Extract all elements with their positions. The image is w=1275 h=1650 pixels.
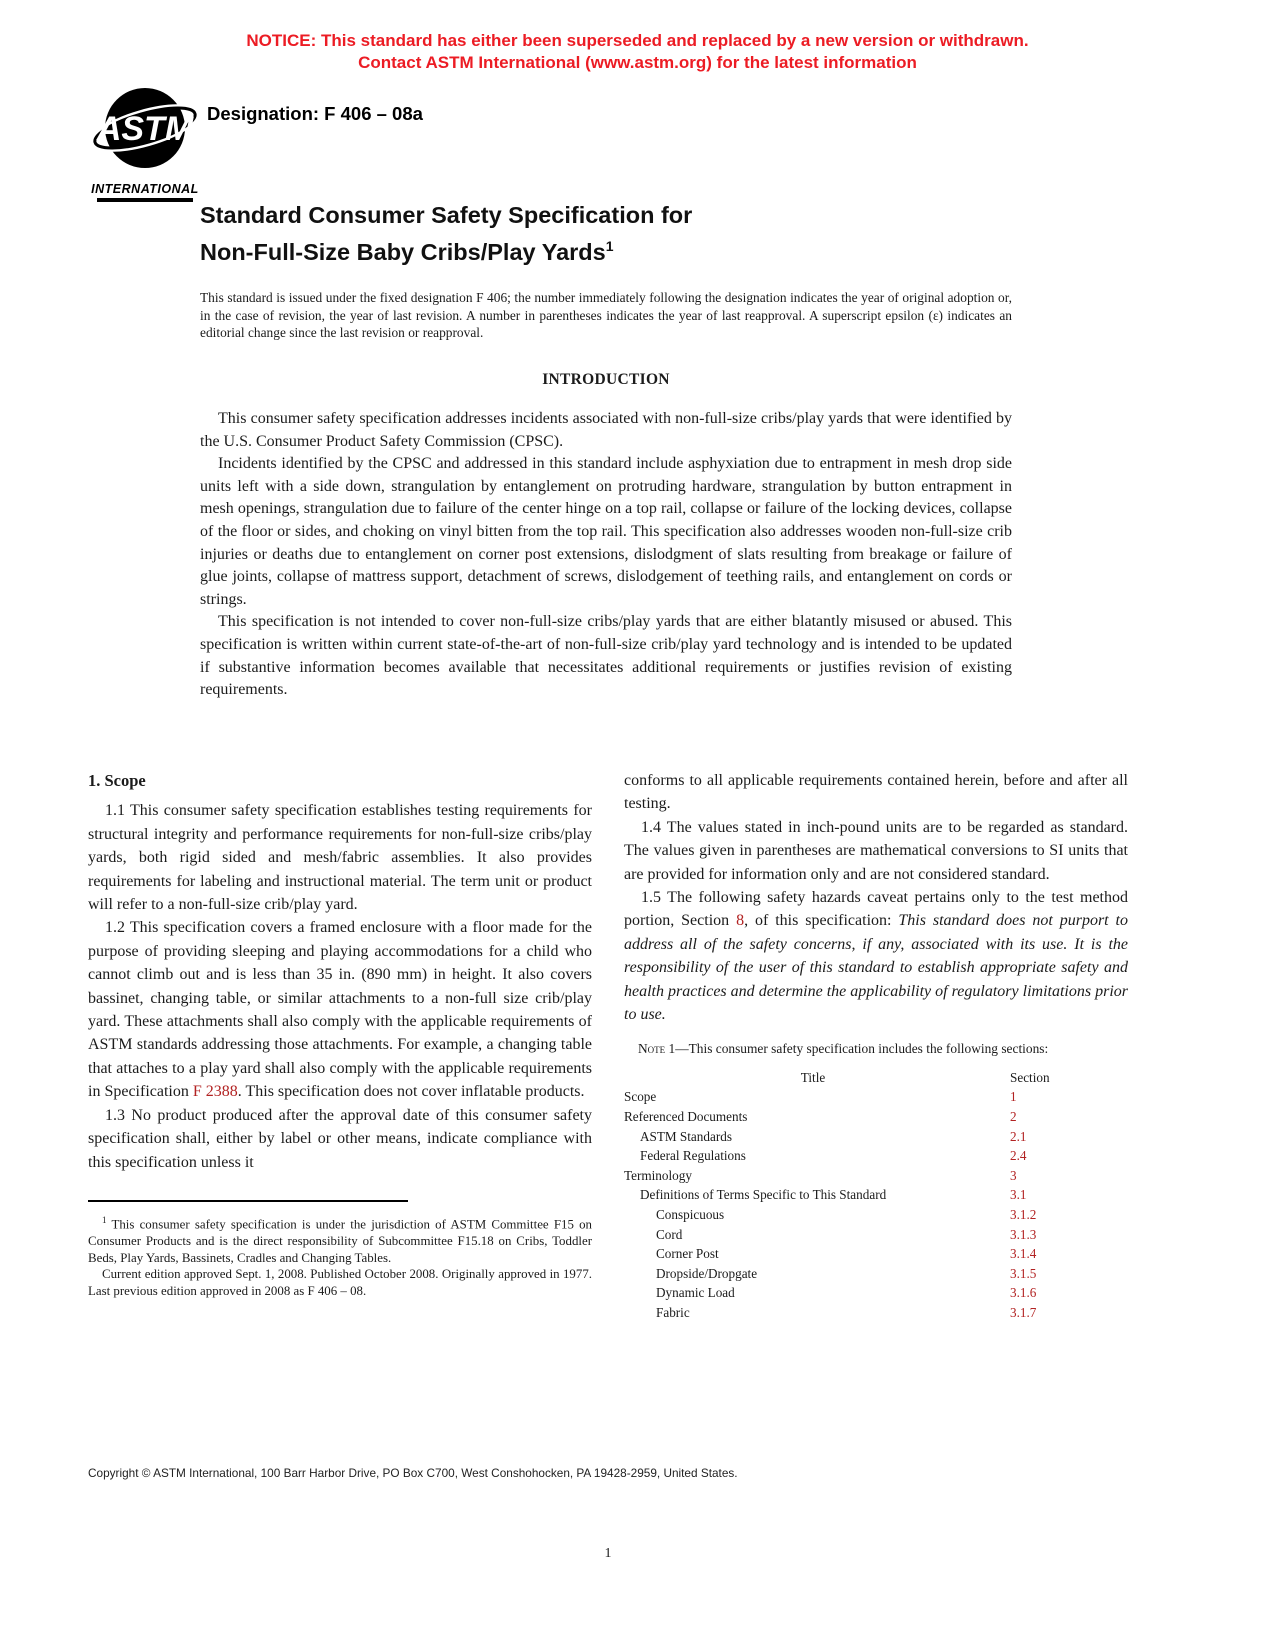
- superseded-notice-line1: NOTICE: This standard has either been superseded and replaced by a new version or withdrawn.: [246, 31, 1029, 50]
- table-row-section-link[interactable]: 3.1.6: [1010, 1285, 1037, 1301]
- title-footnote-ref: 1: [605, 238, 614, 254]
- table-row-section-link[interactable]: 3.1: [1010, 1187, 1027, 1203]
- footnote-block: [88, 1212, 592, 1299]
- table-row-title: Federal Regulations: [640, 1148, 746, 1164]
- astm-logo-bar: [97, 198, 193, 202]
- table-row-title: Cord: [656, 1226, 683, 1242]
- table-row: [624, 1244, 1128, 1264]
- svg-text:ASTM: ASTM: [96, 110, 194, 148]
- table-row-title: Terminology: [624, 1167, 692, 1183]
- sections-table: [624, 1068, 1128, 1323]
- spec-f2388-link[interactable]: F 2388: [192, 1083, 238, 1101]
- footnote-paragraph-1: $^1$ This consumer safety specification is under the jurisdiction of ASTM Committee F15 on Consumer Products and is the direct responsibility of Subcommittee F15.18 on Cribs, Toddler Beds, Play Yards, Bassinets, Cradles and Changing Tables.: [88, 1215, 592, 1265]
- document-title: [200, 200, 1020, 268]
- right-column: [624, 769, 1128, 1323]
- astm-logo: [90, 84, 200, 202]
- section-1-3-continuation: conforms to all applicable requirements contained herein, before and after all testing.: [624, 772, 1128, 813]
- document-title-line2: Non-Full-Size Baby Cribs/Play Yards$^1$: [200, 238, 614, 265]
- sections-table-header: [624, 1068, 1128, 1088]
- table-row-section-link[interactable]: 2: [1010, 1109, 1017, 1125]
- introduction-paragraph-1: This consumer safety specification addresses incidents associated with non-full-size cribs/play yards that were identified by the U.S. Consumer Product Safety Commission (CPSC).: [200, 410, 1012, 450]
- sections-table-section-header: Section: [1010, 1069, 1050, 1085]
- copyright-line: Copyright © ASTM International, 100 Barr Harbor Drive, PO Box C700, West Conshohocken, PA 19428-2959, United States.: [88, 1466, 738, 1480]
- scope-heading: 1. Scope: [88, 771, 146, 790]
- table-row-section-link[interactable]: 2.1: [1010, 1128, 1027, 1144]
- table-row: [624, 1107, 1128, 1127]
- table-row: [624, 1146, 1128, 1166]
- introduction-paragraph-2: Incidents identified by the CPSC and addressed in this standard include asphyxiation due to entrapment in mesh drop side units left with a side down, strangulation by entanglement on protruding hardware, strangulation by button entrapment in mesh openings, strangulation due to failure of the center hinge on a top rail, collapse or failure of the locking devices, collapse of the floor or sides, and choking on vinyl bitten from the top rail. This specification also addresses wooden non-full-size crib injuries or deaths due to entanglement on corner post extensions, dislodgment of slats resulting from breakage or failure of glue joints, collapse of mattress support, detachment of screws, dislodgement of teething rails, and entanglement on cords or strings.: [200, 455, 1012, 608]
- footnote-separator: [88, 1200, 408, 1203]
- superseded-notice-line2: Contact ASTM International (www.astm.org) for the latest information: [358, 53, 917, 72]
- page-number: 1: [604, 1546, 612, 1561]
- table-row: [624, 1205, 1128, 1225]
- table-row-section-link[interactable]: 3.1.4: [1010, 1246, 1037, 1262]
- table-row-title: ASTM Standards: [640, 1128, 732, 1144]
- body-columns: [88, 769, 1128, 1323]
- table-row: [624, 1166, 1128, 1186]
- table-row-section-link[interactable]: 3: [1010, 1167, 1017, 1183]
- section-1-1: 1.1 This consumer safety specification establishes testing requirements for structural integrity and performance requirements for non-full-size cribs/play yards, both rigid sided and mesh/fabric assemblies. It also provides requirements for labeling and instructional material. The term unit or product will refer to a non-full-size crib/play yard.: [88, 802, 592, 914]
- table-row-title: Conspicuous: [656, 1207, 725, 1223]
- table-row-title: Fabric: [656, 1305, 690, 1320]
- table-row-title: Definitions of Terms Specific to This Standard: [640, 1187, 887, 1203]
- introduction-paragraph-3: This specification is not intended to cover non-full-size cribs/play yards that are either blatantly misused or abused. This specification is written within current state-of-the-art of non-full-size crib/play yard technology and is intended to be updated if substantive information becomes available that necessitates additional requirements or justifies revision of existing requirements.: [200, 613, 1012, 699]
- table-row-section-link[interactable]: 3.1.3: [1010, 1226, 1037, 1242]
- section-1-3: 1.3 No product produced after the approval date of this consumer safety specification shall, either by label or other means, indicate compliance with this specification unless it: [88, 1106, 592, 1171]
- table-row: [624, 1264, 1128, 1284]
- table-row-title: Dropside/Dropgate: [656, 1265, 758, 1281]
- toc-rows: [624, 1087, 1128, 1322]
- section-8-link[interactable]: 8: [736, 912, 745, 930]
- astm-logo-international-label: INTERNATIONAL: [91, 182, 199, 196]
- table-row-section-link[interactable]: 3.1.5: [1010, 1265, 1037, 1281]
- introduction-heading: INTRODUCTION: [542, 371, 670, 388]
- table-row: [624, 1087, 1128, 1107]
- footnote-ref: 1: [102, 1215, 107, 1226]
- table-row: [624, 1127, 1128, 1147]
- table-row-section-link[interactable]: 3.1.2: [1010, 1207, 1037, 1223]
- table-row-section-link[interactable]: 3.1.7: [1010, 1305, 1037, 1320]
- introduction-paragraphs: [200, 408, 1012, 702]
- designation-label: Designation: F 406 – 08a: [207, 103, 423, 124]
- table-row-title: Corner Post: [656, 1246, 719, 1262]
- table-row: [624, 1303, 1128, 1323]
- document-title-line1: Standard Consumer Safety Specification for: [200, 202, 693, 228]
- astm-logo-icon: [91, 84, 199, 176]
- superseded-notice: [0, 30, 1275, 74]
- table-row-section-link[interactable]: 1: [1010, 1089, 1017, 1105]
- issuance-note: This standard is issued under the fixed designation F 406; the number immediately following the designation indicates the year of original adoption or, in the case of revision, the year of last revision. A number in parentheses indicates the year of last reapproval. A superscript epsilon (ε) indicates an editorial change since the last revision or reapproval.: [200, 290, 1012, 341]
- sections-table-title-header: Title: [800, 1069, 826, 1085]
- table-row-title: Dynamic Load: [656, 1285, 735, 1301]
- table-row: [624, 1185, 1128, 1205]
- table-row-title: Referenced Documents: [624, 1109, 748, 1125]
- table-row-section-link[interactable]: 2.4: [1010, 1148, 1027, 1164]
- section-1-2: 1.2 This specification covers a framed enclosure with a floor made for the purpose of providing sleeping and playing accommodations for a child who cannot climb out and is less than 35 in. (890 mm) in height. It also covers bassinet, changing table, or similar attachments to a non-full size crib/play yard. These attachments shall also comply with the applicable requirements of ASTM standards addressing those attachments. For example, a changing table that attaches to a play yard shall also comply with the applicable requirements in Specification F 2388. This specification does not cover inflatable products.: [88, 919, 592, 1101]
- table-row: [624, 1283, 1128, 1303]
- section-1-4: 1.4 The values stated in inch-pound units are to be regarded as standard. The values given in parentheses are mathematical conversions to SI units that are provided for information only and are not considered standard.: [624, 818, 1128, 883]
- table-row-title: Scope: [624, 1089, 657, 1105]
- table-row: [624, 1225, 1128, 1245]
- footnote-paragraph-2: Current edition approved Sept. 1, 2008. Published October 2008. Originally approved in 1977. Last previous edition approved in 2008 as F 406 – 08.: [88, 1267, 592, 1299]
- note-1: Note 1—This consumer safety specification includes the following sections:: [638, 1041, 1049, 1057]
- left-column: [88, 769, 592, 1323]
- section-1-5: 1.5 The following safety hazards caveat pertains only to the test method portion, Section 8, of this specification: This standard does not purport to address all of the safety concerns, if any, associated with its use. It is the responsibility of the user of this standard to establish appropriate safety and health practices and determine the applicability of regulatory limitations prior to use.: [624, 889, 1128, 1024]
